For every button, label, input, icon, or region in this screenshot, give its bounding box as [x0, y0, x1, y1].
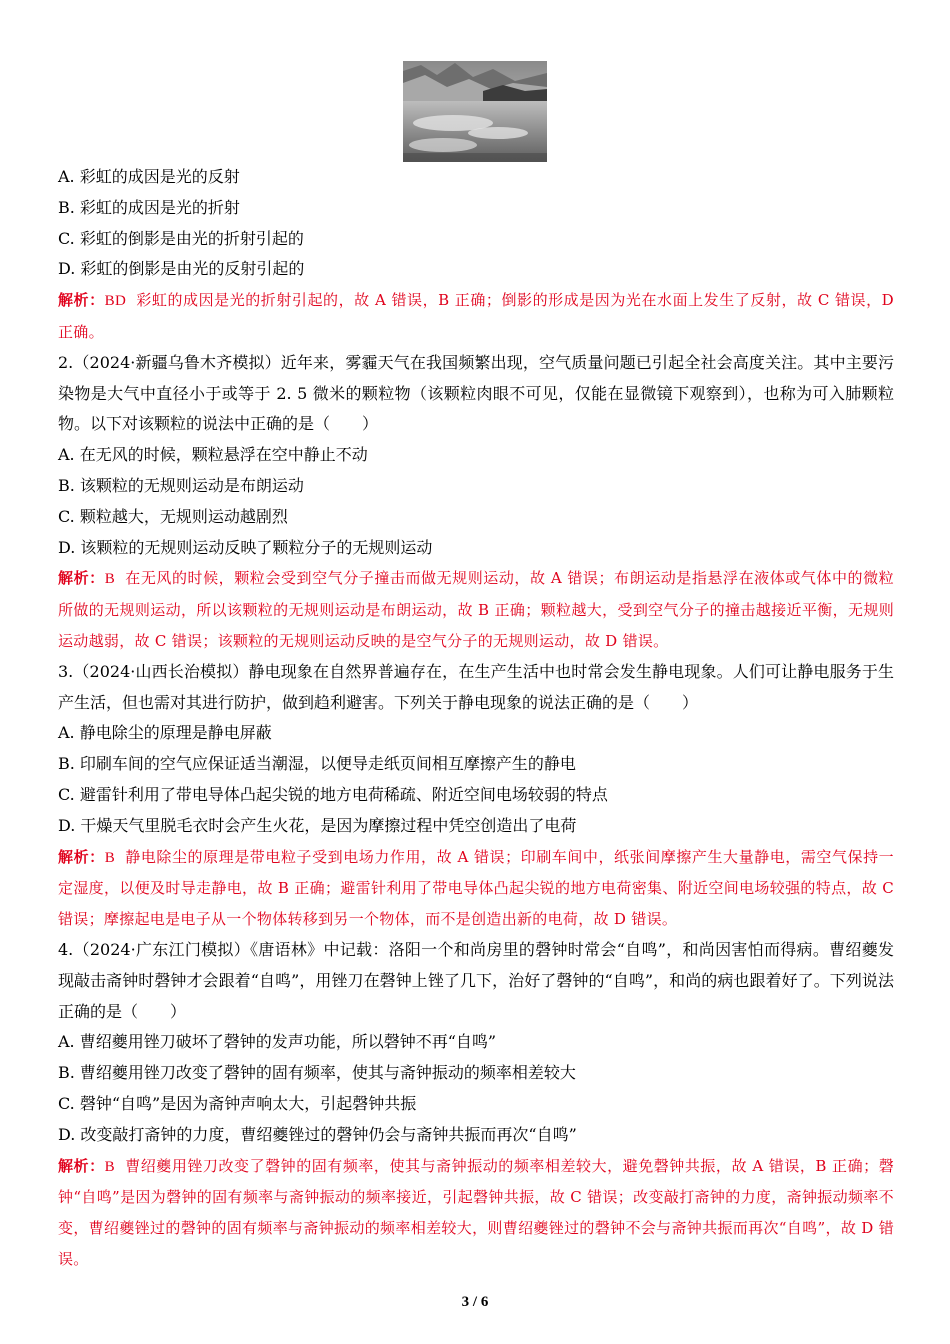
option-d: D. 改变敲打斋钟的力度，曹绍夔锉过的磬钟仍会与斋钟共振而再次“自鸣” — [58, 1124, 577, 1144]
option-c: C. 避雷针利用了带电导体凸起尖锐的地方电荷稀疏、附近空间电场较弱的特点 — [58, 784, 608, 804]
question-3-stem: 3.（2024·山西长治模拟）静电现象在自然界普遍存在，在生产生活中也时常会发生静电现象。人们可让静电服务于生产生活，但也需对其进行防护，做到趋利避害。下列关于静电现象的说法正确的是（ ） — [58, 661, 894, 712]
analysis-text: 曹绍夔用锉刀改变了磬钟的固有频率，使其与斋钟振动的频率相差较大，避免磬钟共振，故 A 错误，B 正确；磬钟“自鸣”是因为磬钟的固有频率与斋钟振动的频率接近，引起磬钟共振，故 C 错误；改变敲打斋钟的力度，斋钟振动频率不变，曹绍夔锉过的磬钟的固有频率与斋钟振动的频率相差较大，则曹绍夔锉过的磬钟不会与斋钟共振而再次“自鸣”，故 D 错误。 — [58, 1156, 894, 1268]
analysis-2 — [58, 563, 894, 656]
answer-key: B — [104, 571, 116, 588]
option-b: B. 曹绍夔用锉刀改变了磬钟的固有频率，使其与斋钟振动的频率相差较大 — [58, 1063, 576, 1083]
question-3-options — [58, 718, 894, 841]
analysis-text: 静电除尘的原理是带电粒子受到电场力作用，故 A 错误；印刷车间中，纸张间摩擦产生大量静电，需空气保持一定湿度，以便及时导走静电，故 B 正确；避雷针利用了带电导体凸起尖锐的地方电荷密集、附近空间电场较强的特点，故 C 错误；摩擦起电是电子从一个物体转移到另一个物体，而不是创造出新的电荷，故 D 错误。 — [58, 847, 894, 929]
question-4-options — [58, 1027, 894, 1150]
answer-key: B — [104, 1158, 115, 1175]
option-b: B. 印刷车间的空气应保证适当潮湿，以便导走纸页间相互摩擦产生的静电 — [58, 754, 576, 774]
option-a: A. 彩虹的成因是光的反射 — [58, 167, 240, 186]
rainbow-lake-photo — [403, 61, 547, 162]
question-2-stem: 2.（2024·新疆乌鲁木齐模拟）近年来，雾霾天气在我国频繁出现，空气质量问题已引起全社会高度关注。其中主要污染物是大气中直径小于或等于 2. 5 微米的颗粒物（该颗粒肉眼不可见，仅能在显微镜下观察到），也称为可入肺颗粒物。以下对该颗粒的说法中正确的是（ ） — [58, 352, 894, 434]
option-b: B. 该颗粒的无规则运动是布朗运动 — [58, 475, 304, 495]
analysis-text: 彩虹的成因是光的折射引起的，故 A 错误，B 正确；倒影的形成是因为光在水面上发生了反射，故 C 错误，D 正确。 — [58, 291, 894, 341]
analysis-text: 在无风的时候，颗粒会受到空气分子撞击而做无规则运动，故 A 错误；布朗运动是指悬浮在液体或气体中的微粒所做的无规则运动，所以该颗粒的无规则运动是布朗运动，故 B 正确；颗粒越大，受到空气分子的撞击越接近平衡，无规则运动越弱，故 C 错误；该颗粒的无规则运动反映的是空气分子的无规则运动，故 D 错误。 — [58, 569, 894, 650]
photo-icon — [403, 61, 547, 162]
analysis-4 — [58, 1151, 894, 1275]
question-2-options — [58, 440, 894, 563]
analysis-label: 解析： — [58, 847, 105, 866]
page-number: 3 / 6 — [461, 1294, 489, 1310]
option-b: B. 彩虹的成因是光的折射 — [58, 197, 240, 217]
answer-key: BD — [104, 293, 127, 310]
analysis-1 — [58, 285, 894, 348]
option-c: C. 彩虹的倒影是由光的折射引起的 — [58, 228, 304, 248]
option-d: D. 干燥天气里脱毛衣时会产生火花，是因为摩擦过程中凭空创造出了电荷 — [58, 815, 577, 835]
option-a: A. 静电除尘的原理是静电屏蔽 — [58, 723, 272, 743]
option-d: D. 彩虹的倒影是由光的反射引起的 — [58, 259, 305, 279]
option-a: A. 曹绍夔用锉刀破坏了磬钟的发声功能，所以磬钟不再“自鸣” — [58, 1032, 497, 1052]
question-1-options — [58, 162, 894, 285]
question-4-stem: 4.（2024·广东江门模拟）《唐语林》中记载：洛阳一个和尚房里的磬钟时常会“自鸣”，和尚因害怕而得病。曹绍夔发现敲击斋钟时磬钟才会跟着“自鸣”，用锉刀在磬钟上锉了几下，治好了磬钟的“自鸣”，和尚的病也跟着好了。下列说法正确的是（ ） — [58, 939, 894, 1021]
question-content — [58, 162, 894, 1275]
option-c: C. 颗粒越大，无规则运动越剧烈 — [58, 506, 288, 526]
answer-key: B — [104, 849, 116, 866]
analysis-label: 解析： — [58, 291, 105, 310]
option-c: C. 磬钟“自鸣”是因为斋钟声响太大，引起磬钟共振 — [58, 1093, 417, 1113]
analysis-label: 解析： — [58, 569, 105, 588]
option-a: A. 在无风的时候，颗粒悬浮在空中静止不动 — [58, 445, 368, 465]
option-d: D. 该颗粒的无规则运动反映了颗粒分子的无规则运动 — [58, 537, 433, 557]
analysis-label: 解析： — [58, 1156, 105, 1175]
analysis-3 — [58, 842, 894, 935]
